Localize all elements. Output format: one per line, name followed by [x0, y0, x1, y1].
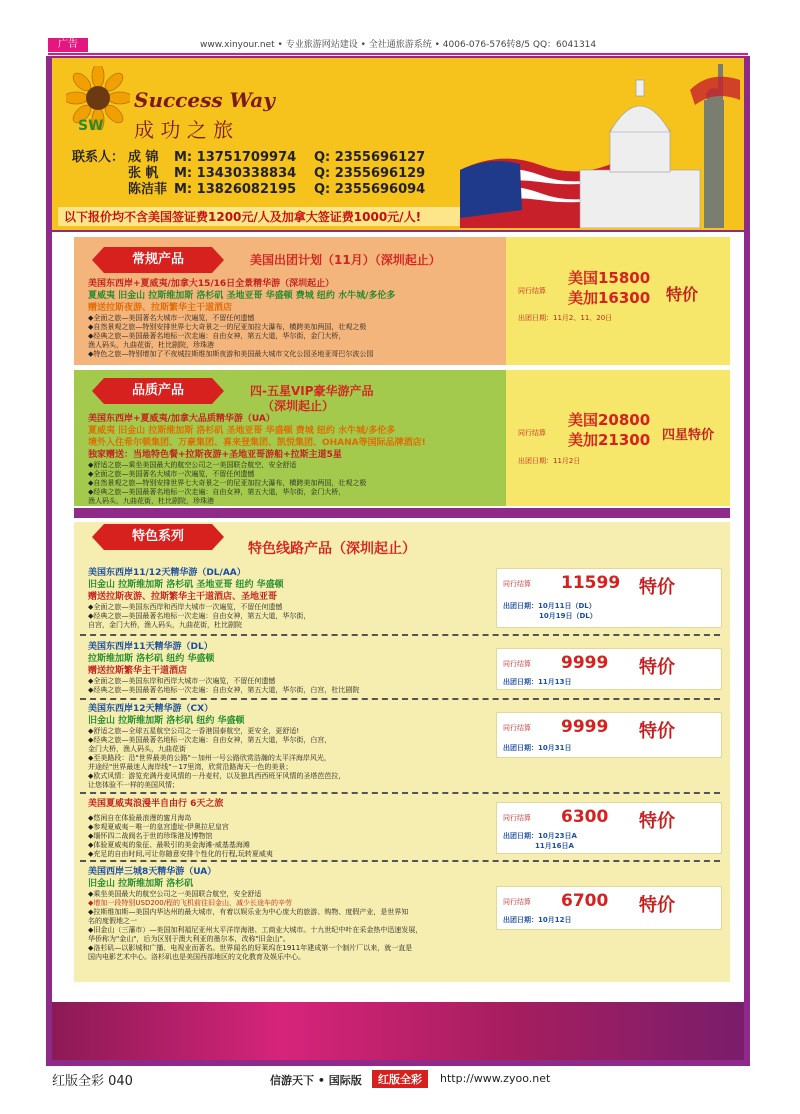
item-separator: [80, 792, 720, 794]
feature-item: [88, 641, 488, 695]
contact-name: 成 锦: [128, 150, 159, 165]
item-bullet: ◆舒适之旅—全球五星航空公司之一香港国泰航空，更安全，更舒适!: [88, 727, 300, 735]
quality-content: [88, 413, 498, 506]
contact-name: 张 帆: [128, 166, 159, 181]
item-bullet: ◆参观夏威夷－唯一的皇宫遗址-伊奥拉尼皇宫: [88, 823, 229, 831]
item-price: 9999: [561, 717, 609, 737]
footer: [52, 1070, 752, 1090]
contact-name: 陈洁菲: [128, 182, 168, 197]
contact-row: [72, 182, 425, 198]
peer-label: 同行结算: [503, 814, 531, 822]
regular-prices: [568, 268, 650, 308]
item-route: 旧金山 拉斯维加斯 洛杉矶 圣地亚哥 纽约 华盛顿: [88, 580, 284, 590]
dates-label: 出团日期：: [503, 678, 538, 686]
item-bullet: ◆旧金山（三藩市）—美国加利福尼亚州太平洋岸海港、工商业大城市。十九世纪中叶在采金热中迅速发展，: [88, 926, 423, 934]
quality-ribbon: 品质产品: [104, 378, 212, 404]
feature-item: [88, 567, 488, 630]
contact-qq: Q: 2355696127: [314, 150, 426, 165]
item-bullet: ◆洛杉矶—以影城和广播、电视业而著名。世界闻名的好莱坞在1911年建成第一个制片厂以来，就一直是: [88, 944, 413, 952]
section-divider: [74, 508, 730, 518]
contact-mobile: M: 13430338834: [174, 166, 297, 181]
item-bullet: ◆经典之旅—美国最著名地标一次走遍：自由女神，第五大道，华尔街，白宫，杜比剧院: [88, 686, 360, 694]
item-bullet: 名的度假地之一: [88, 917, 137, 925]
item-dates: 10月11日（DL）: [538, 602, 596, 610]
price-ca: 美加16300: [568, 289, 651, 307]
route-bullet: ◆舒适之旅—乘坐美国最大的航空公司之一美国联合航空，安全舒适: [88, 461, 297, 469]
item-separator: [80, 698, 720, 700]
top-info: www.xinyour.net • 专业旅游网站建设 • 全社通旅游系统 • 4006-076-576转8/5 QQ：6041314: [200, 40, 597, 50]
item-title: 美国东西岸11/12天精华游（DL/AA）: [88, 568, 246, 578]
peer-label: 同行结算: [503, 724, 531, 732]
item-price: 9999: [561, 653, 609, 673]
item-price-box: [496, 886, 722, 930]
special-tag: 特价: [639, 811, 675, 832]
contact-qq: Q: 2355696094: [314, 182, 426, 197]
regular-ribbon: 常规产品: [104, 247, 212, 273]
route-cities: 夏威夷 旧金山 拉斯维加斯 洛杉矶 圣地亚哥 华盛顿 费城 纽约 水牛城/多伦多: [88, 291, 396, 301]
contact-row: [72, 150, 425, 166]
route-cities: 夏威夷 旧金山 拉斯维加斯 洛杉矶 圣地亚哥 华盛顿 费城 纽约 水牛城/多伦多: [88, 426, 396, 436]
item-separator: [80, 860, 720, 862]
route-bullet: 渔人码头，九曲花街，杜比剧院，珍珠港: [88, 341, 214, 349]
peer-label: 同行结算: [518, 429, 546, 437]
route-bullet: ◆特色之旅—特别增加了不夜城拉斯维加斯夜游和美国最大城市文化公园圣地亚哥巴尔波公园: [88, 350, 374, 358]
ad-label: 广告: [48, 38, 88, 52]
peer-label: 同行结算: [518, 287, 546, 295]
special-tag: 特价: [639, 895, 675, 916]
quality-prices: [568, 410, 650, 450]
item-route: 拉斯维加斯 洛杉矶 纽约 华盛顿: [88, 654, 215, 664]
item-price-box: [496, 712, 722, 758]
item-bullet: ◆全面之旅—美国东西岸和西岸大城市一次遍览，不留任何遗憾: [88, 603, 283, 611]
item-bullet: 自宫，金门大桥，渔人码头，九曲花街，杜比剧院: [88, 621, 242, 629]
item-bullet: ◆欧式风情：游览充满丹麦风情的－丹麦村，以及独具西西班牙风情的圣塔芭芭拉，: [88, 772, 346, 780]
visa-note: 以下报价均不含美国签证费1200元/人及加拿大签证费1000元/人!: [58, 207, 478, 226]
item-dates: 11月16日A: [535, 842, 574, 850]
item-price-box: [496, 802, 722, 854]
footer-brand: 信游天下 • 国际版: [270, 1074, 362, 1087]
quality-title-2: （深圳起止）: [262, 399, 335, 413]
item-bullet: ◆经典之旅—美国最著名地标一次走遍：自由女神，第五大道，华尔街，白宫，: [88, 736, 332, 744]
capitol-graphic: [580, 80, 700, 228]
price-ca: 美加21300: [568, 431, 651, 449]
route-bullet: ◆经典之旅—美国最著名地标一次走遍：自由女神，第五大道，华尔街，金门大桥，: [88, 488, 346, 496]
special-tag: 特价: [666, 285, 699, 304]
special-tag: 特价: [639, 577, 675, 598]
logo-mark: SW: [78, 118, 104, 134]
peer-label: 同行结算: [503, 898, 531, 906]
item-dates: 10月19日（DL）: [539, 612, 597, 620]
item-bullet: 让您体验不一样的美国风情；: [88, 781, 179, 789]
peer-label: 同行结算: [503, 660, 531, 668]
route-bullet: ◆自然景观之旅—特别安排世界七大奇景之一的尼亚加拉大瀑布，横跨美加两国，壮观之极: [88, 323, 367, 331]
item-title: 美国西岸三城8天精华游（UA）: [88, 867, 217, 877]
special-tag: 四星特价: [662, 428, 715, 443]
feature-item: [88, 798, 488, 859]
item-bullet: ◆拉斯维加斯—美国内华达州的最大城市，有着以娱乐业为中心庞大的旅游、购物、度假产业，是世界知: [88, 908, 409, 916]
special-tag: 特价: [639, 657, 675, 678]
feature-title: 特色线路产品（深圳起止）: [248, 541, 416, 557]
item-separator: [80, 634, 720, 636]
quality-title-1: 四-五星VIP豪华游产品: [250, 384, 374, 398]
item-bullet: 国内电影艺术中心。洛杉矶也是美国西部地区的文化教育及娱乐中心。: [88, 953, 305, 961]
item-route: 旧金山 拉斯维加斯 洛杉矶 纽约 华盛顿: [88, 716, 245, 726]
footer-tag: 红版全彩: [372, 1070, 428, 1088]
route-title: 美国东西岸+夏威夷/加拿大品质精华游（UA）: [88, 414, 275, 424]
peer-label: 同行结算: [503, 580, 531, 588]
item-bullet: ◆全面之旅—美国东岸和西岸大城市一次遍览，不留任何遗憾: [88, 677, 276, 685]
price-us: 美国15800: [568, 269, 651, 287]
departure-dates: 出团日期：11月2日: [518, 457, 581, 465]
route-bullet: ◆经典之旅—美国最著名地标一次走遍：自由女神，第五大道，华尔街，金门大桥，: [88, 332, 346, 340]
item-bullet: ◆至美路段：沿"世界最美的公路"－加州一号公路欣赏浩瀚的太平洋海岸风光，: [88, 754, 331, 762]
footer-url[interactable]: http://www.zyoo.net: [440, 1072, 551, 1085]
contact-row: [72, 166, 425, 182]
item-dates: 10月31日: [538, 744, 572, 752]
item-bullet: 并途经"世界最迷人海岸线"－17里湾，欣赏沿路海天一色的美景；: [88, 763, 293, 771]
regular-title: 美国出团计划（11月）（深圳起止）: [250, 253, 441, 267]
dates-label: 出团日期：: [503, 602, 538, 610]
contacts-block: [72, 150, 425, 198]
item-price: 11599: [561, 573, 621, 593]
feature-item: [88, 703, 488, 790]
logo-english: Success Way: [134, 88, 275, 112]
route-bullet: 渔人码头，九曲花街，杜比剧院，珍珠港: [88, 497, 214, 505]
item-dates: 10月12日: [538, 916, 572, 924]
item-bullet: 华侨称为"金山"，后为区别于澳大利亚的墨尔本，改称"旧金山"。: [88, 935, 290, 943]
item-dates: 11月13日: [538, 678, 572, 686]
route-bullet: ◆自然景观之旅—特别安排世界七大奇景之一的尼亚加拉大瀑布，横跨美加两国，壮观之极: [88, 479, 367, 487]
route-bullet: ◆全面之旅—美国著名大城市一次遍览，不留任何遗憾: [88, 470, 255, 478]
item-price: 6700: [561, 891, 609, 911]
route-bullet: ◆全面之旅—美国著名大城市一次遍览，不留任何遗憾: [88, 314, 255, 322]
item-bullet: 金门大桥，渔人码头，九曲花街: [88, 745, 186, 753]
dates-label: 出团日期：: [503, 744, 538, 752]
feature-item: [88, 866, 488, 962]
item-title: 美国东西岸12天精华游（CX）: [88, 704, 214, 714]
dates-label: 出团日期：: [503, 916, 538, 924]
dates-label: 出团日期：: [503, 832, 538, 840]
contact-qq: Q: 2355696129: [314, 166, 426, 181]
route-bonus: 独家赠送：当地特色餐+拉斯夜游+圣地亚哥游船+拉斯主道5星: [88, 450, 342, 460]
route-title: 美国东西岸+夏威夷/加拿大15/16日全景精华游（深圳起止）: [88, 279, 335, 289]
top-rule: [48, 53, 748, 55]
item-price-box: [496, 648, 722, 690]
item-price-box: [496, 568, 722, 628]
item-bullet: ◆经典之旅—美国最著名地标一次走遍：自由女神，第五大道，华尔街，: [88, 612, 311, 620]
item-route: 旧金山 拉斯维加斯 洛杉矶: [88, 879, 194, 889]
special-tag: 特价: [639, 721, 675, 742]
route-hotels: 境外入住希尔顿集团、万豪集团、喜来登集团、凯悦集团、OHANA等国际品牌酒店!: [88, 438, 426, 448]
item-bonus: 赠送拉斯夜游、拉斯繁华主干道酒店、圣地亚哥: [88, 592, 278, 602]
item-dates: 10月23日A: [538, 832, 577, 840]
logo-chinese: 成 功 之 旅: [134, 118, 234, 142]
item-bullet: ◆增加一段特别USD200/程的飞机前往旧金山，减少长途车的辛劳: [88, 899, 293, 907]
item-bullet: ◆充足的自由时间,可让你随意安排个性化的行程,玩转夏威夷: [88, 850, 273, 858]
item-bullet: ◆体验夏威夷的象征、最吸引的美金海滩-威基基海滩: [88, 841, 250, 849]
item-bullet: ◆悠闲自在体验最浪漫的蜜月海岛: [88, 814, 192, 822]
contact-mobile: M: 13826082195: [174, 182, 297, 197]
footer-page-label: 红版全彩 040: [52, 1074, 133, 1089]
contact-mobile: M: 13751709974: [174, 150, 297, 165]
capitol-flag-statue-image: [460, 60, 740, 228]
bottom-decoration: [52, 1002, 744, 1060]
route-bonus: 赠送拉斯夜游、拉斯繁华主干道酒店: [88, 303, 233, 313]
price-us: 美国20800: [568, 411, 651, 429]
item-bullet: ◆缅怀四二战阀名于世的珍珠港及博物馆: [88, 832, 213, 840]
item-bonus: 赠送拉斯繁华主干道酒店: [88, 666, 188, 676]
item-bullet: ◆乘坐美国最大的航空公司之一美国联合航空，安全舒适: [88, 890, 262, 898]
item-price: 6300: [561, 807, 609, 827]
regular-content: [88, 278, 498, 359]
item-title: 美国东西岸11天精华游（DL）: [88, 642, 213, 652]
item-title: 美国夏威夷浪漫半自由行 6天之旅: [88, 799, 224, 809]
feature-ribbon: 特色系列: [104, 524, 212, 550]
departure-dates: 出团日期：11月2、11、20日: [518, 314, 613, 322]
contacts-label: 联系人：: [72, 150, 125, 165]
